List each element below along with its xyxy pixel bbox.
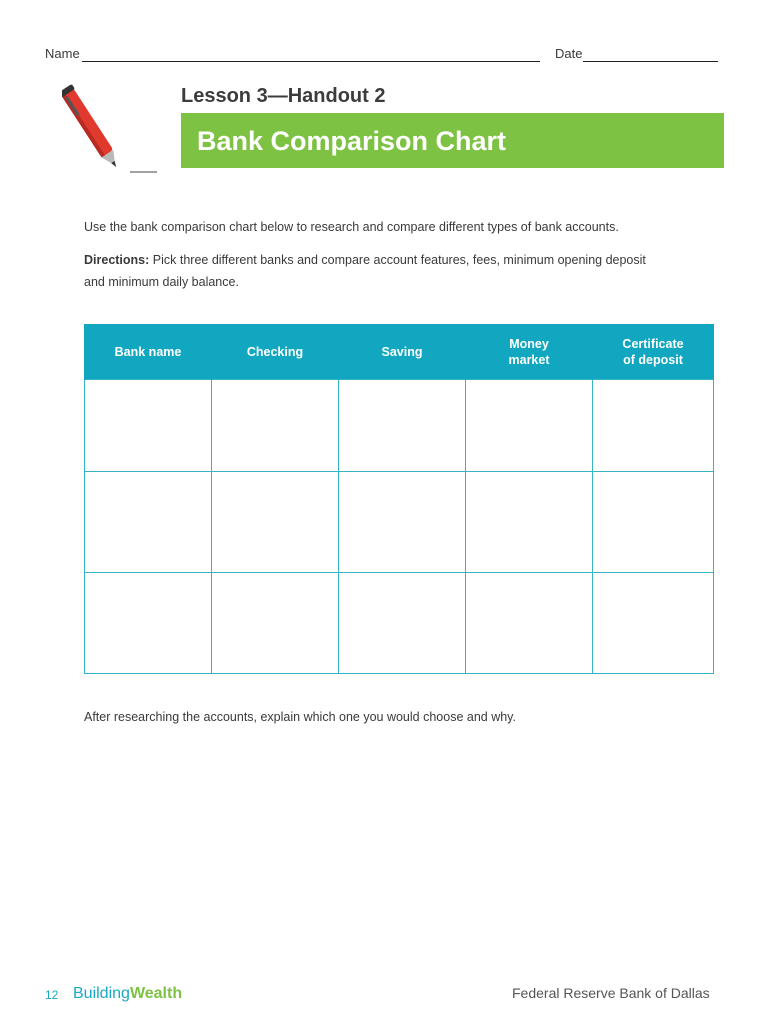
directions-text-2: and minimum daily balance. bbox=[84, 275, 239, 289]
table-cell[interactable] bbox=[593, 472, 714, 573]
table-cell[interactable] bbox=[212, 380, 339, 472]
bank-comparison-table bbox=[84, 324, 714, 674]
table-cell[interactable] bbox=[212, 573, 339, 674]
name-label: Name bbox=[45, 46, 80, 61]
table-cell[interactable] bbox=[339, 472, 466, 573]
name-field[interactable] bbox=[82, 61, 540, 62]
directions-text-1: Pick three different banks and compare account features, fees, minimum opening deposit bbox=[149, 253, 646, 267]
directions bbox=[84, 249, 724, 293]
table-row bbox=[85, 573, 714, 674]
brand-logo: BuildingWealth bbox=[73, 985, 183, 1002]
column-header-saving: Saving bbox=[339, 324, 466, 380]
directions-label: Directions: bbox=[84, 253, 150, 267]
pen-icon bbox=[62, 78, 162, 178]
title-banner bbox=[181, 113, 724, 168]
page-title: Bank Comparison Chart bbox=[197, 126, 507, 156]
table-cell[interactable] bbox=[466, 380, 593, 472]
table-cell[interactable] bbox=[593, 380, 714, 472]
closing-prompt: After researching the accounts, explain which one you would choose and why. bbox=[84, 710, 516, 724]
lesson-subtitle: Lesson 3—Handout 2 bbox=[181, 85, 386, 107]
intro-text: Use the bank comparison chart below to research and compare different types of bank accounts. bbox=[84, 220, 619, 234]
column-header-checking: Checking bbox=[212, 324, 339, 380]
date-field[interactable] bbox=[583, 61, 718, 62]
table-cell[interactable] bbox=[85, 380, 212, 472]
table-cell[interactable] bbox=[85, 472, 212, 573]
table-header-row bbox=[85, 324, 714, 380]
table-cell[interactable] bbox=[593, 573, 714, 674]
column-header-bank-name: Bank name bbox=[85, 324, 212, 380]
table-cell[interactable] bbox=[339, 573, 466, 674]
table-row bbox=[85, 380, 714, 472]
table-cell[interactable] bbox=[85, 573, 212, 674]
page-number: 12 bbox=[45, 988, 59, 1002]
table-cell[interactable] bbox=[466, 472, 593, 573]
column-header-certificate-of-deposit: Certificate of deposit bbox=[593, 324, 714, 380]
table-row bbox=[85, 472, 714, 573]
date-label: Date bbox=[555, 46, 583, 61]
table-cell[interactable] bbox=[466, 573, 593, 674]
table-cell[interactable] bbox=[339, 380, 466, 472]
organization-name: Federal Reserve Bank of Dallas bbox=[512, 985, 710, 1001]
column-header-money-market: Money market bbox=[466, 324, 593, 380]
table-cell[interactable] bbox=[212, 472, 339, 573]
